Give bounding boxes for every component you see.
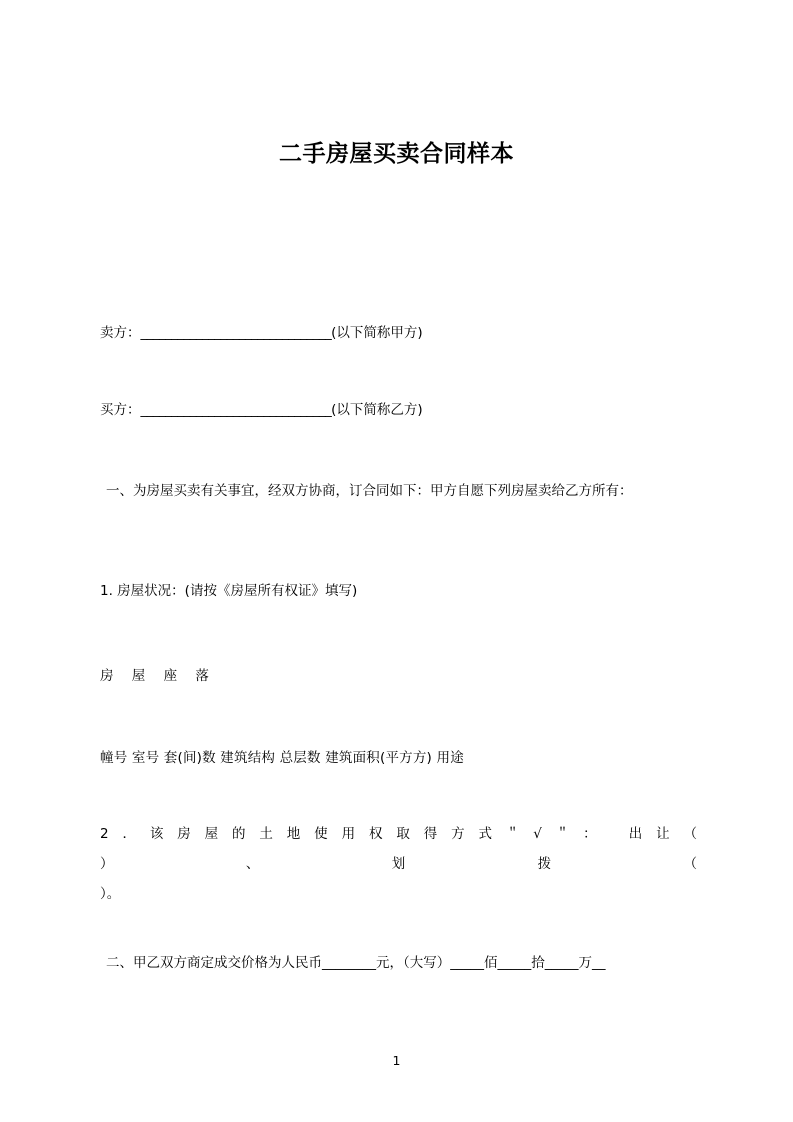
item-two-land-use-right (100, 819, 697, 909)
item-two-line-3: ）。 (100, 886, 121, 902)
buyer-line (100, 395, 697, 425)
property-location-label: 房 屋 座 落 (100, 668, 216, 684)
item-two-line-2: ） 、 划 拨 （ (100, 856, 697, 872)
seller-label: 卖方： (100, 325, 141, 341)
clause-one-paragraph: 一、为房屋买卖有关事宜，经双方协商，订合同如下：甲方自愿下列房屋卖给乙方所有： (106, 483, 633, 499)
buyer-fill-rule[interactable]: _______________________________ (140, 402, 332, 418)
seller-suffix: (以下简称甲方) (331, 325, 423, 341)
item-one-house-status: 1. 房屋状况：(请按《房屋所有权证》填写) (100, 583, 358, 599)
page-title: 二手房屋买卖合同样本 (279, 141, 514, 167)
page-number: 1 (392, 1053, 401, 1068)
property-column-headers: 幢号 室号 套(间)数 建筑结构 总层数 建筑面积(平方方) 用途 (100, 750, 464, 766)
seller-fill-rule[interactable]: _______________________________ (140, 325, 332, 341)
seller-line (100, 318, 697, 348)
item-two-line-1: 2．该房屋的土地使用权取得方式＂√＂： 出让（ (100, 826, 697, 842)
buyer-suffix: (以下简称乙方) (331, 402, 423, 418)
buyer-label: 买方： (100, 402, 141, 418)
clause-two-paragraph: 二、甲乙双方商定成交价格为人民币________元，（大写）_____佰_____拾_____万__ (106, 955, 606, 971)
